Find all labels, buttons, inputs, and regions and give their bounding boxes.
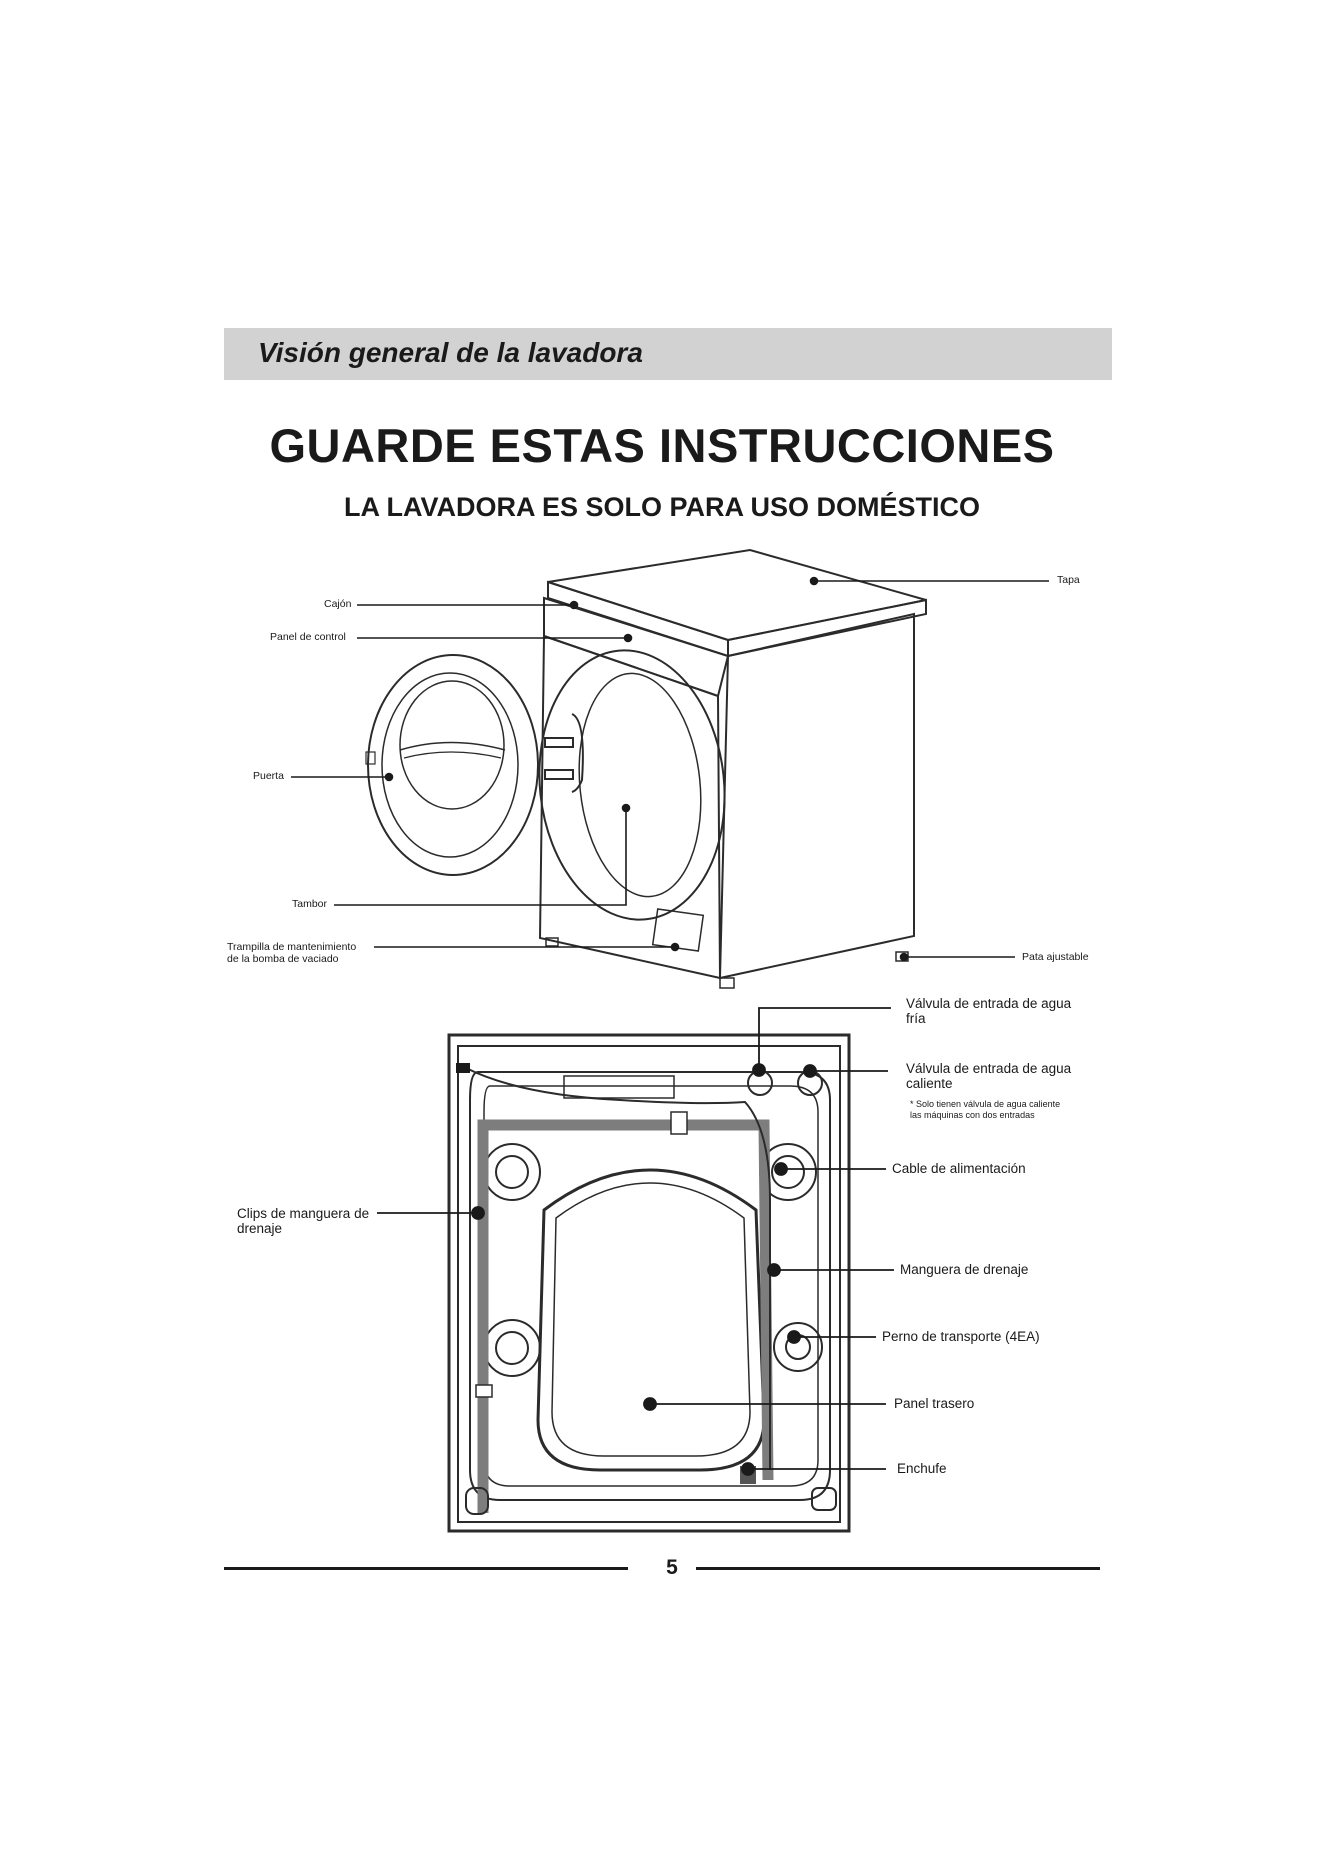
label-trampilla — [227, 941, 356, 965]
front-washer-illustration — [366, 550, 926, 988]
label-tapa: Tapa — [1057, 574, 1080, 586]
label-valvula-fria-line1: Válvula de entrada de agua — [906, 996, 1072, 1011]
label-cajon: Cajón — [324, 598, 352, 610]
label-cable-alimentacion: Cable de alimentación — [892, 1161, 1026, 1176]
label-clips-line1: Clips de manguera de — [237, 1206, 370, 1221]
label-puerta: Puerta — [253, 770, 284, 782]
label-panel-control: Panel de control — [270, 631, 346, 643]
label-panel-trasero: Panel trasero — [894, 1396, 975, 1411]
label-manguera-drenaje: Manguera de drenaje — [900, 1262, 1029, 1277]
label-tambor: Tambor — [292, 898, 328, 910]
label-valvula-fria-line2: fría — [906, 1011, 926, 1026]
label-valvula-caliente-line2: caliente — [906, 1076, 953, 1091]
drum-opening — [526, 641, 737, 929]
side-face — [720, 614, 914, 978]
label-valvula-caliente-line1: Válvula de entrada de agua — [906, 1061, 1072, 1076]
footer-rule-left — [224, 1567, 628, 1570]
note-line2: las máquinas con dos entradas — [910, 1110, 1035, 1120]
label-valvula-fria — [906, 996, 1071, 1026]
label-clips-manguera — [237, 1206, 369, 1236]
label-pata-ajustable: Pata ajustable — [1022, 951, 1089, 963]
label-trampilla-line2: de la bomba de vaciado — [227, 953, 339, 965]
page-title: GUARDE ESTAS INSTRUCCIONES — [269, 419, 1055, 472]
door-glass — [400, 681, 504, 809]
page-subtitle: LA LAVADORA ES SOLO PARA USO DOMÉSTICO — [343, 492, 981, 522]
footer-rule-right — [696, 1567, 1100, 1570]
note-line1: * Solo tienen válvula de agua caliente — [910, 1099, 1061, 1109]
front-leader-lines — [291, 578, 1049, 961]
label-enchufe: Enchufe — [897, 1461, 947, 1476]
control-panel-outline — [544, 598, 728, 696]
label-trampilla-line1: Trampilla de mantenimiento — [227, 941, 357, 953]
page-number: 5 — [666, 1556, 678, 1579]
label-clips-line2: drenaje — [237, 1221, 283, 1236]
label-valvula-caliente — [906, 1061, 1071, 1091]
label-perno-transporte: Perno de transporte (4EA) — [882, 1329, 1040, 1344]
rear-washer-illustration — [449, 1035, 849, 1531]
door-outer — [368, 655, 538, 875]
section-title: Visión general de la lavadora — [258, 337, 643, 368]
note-hot-water — [910, 1099, 1060, 1121]
